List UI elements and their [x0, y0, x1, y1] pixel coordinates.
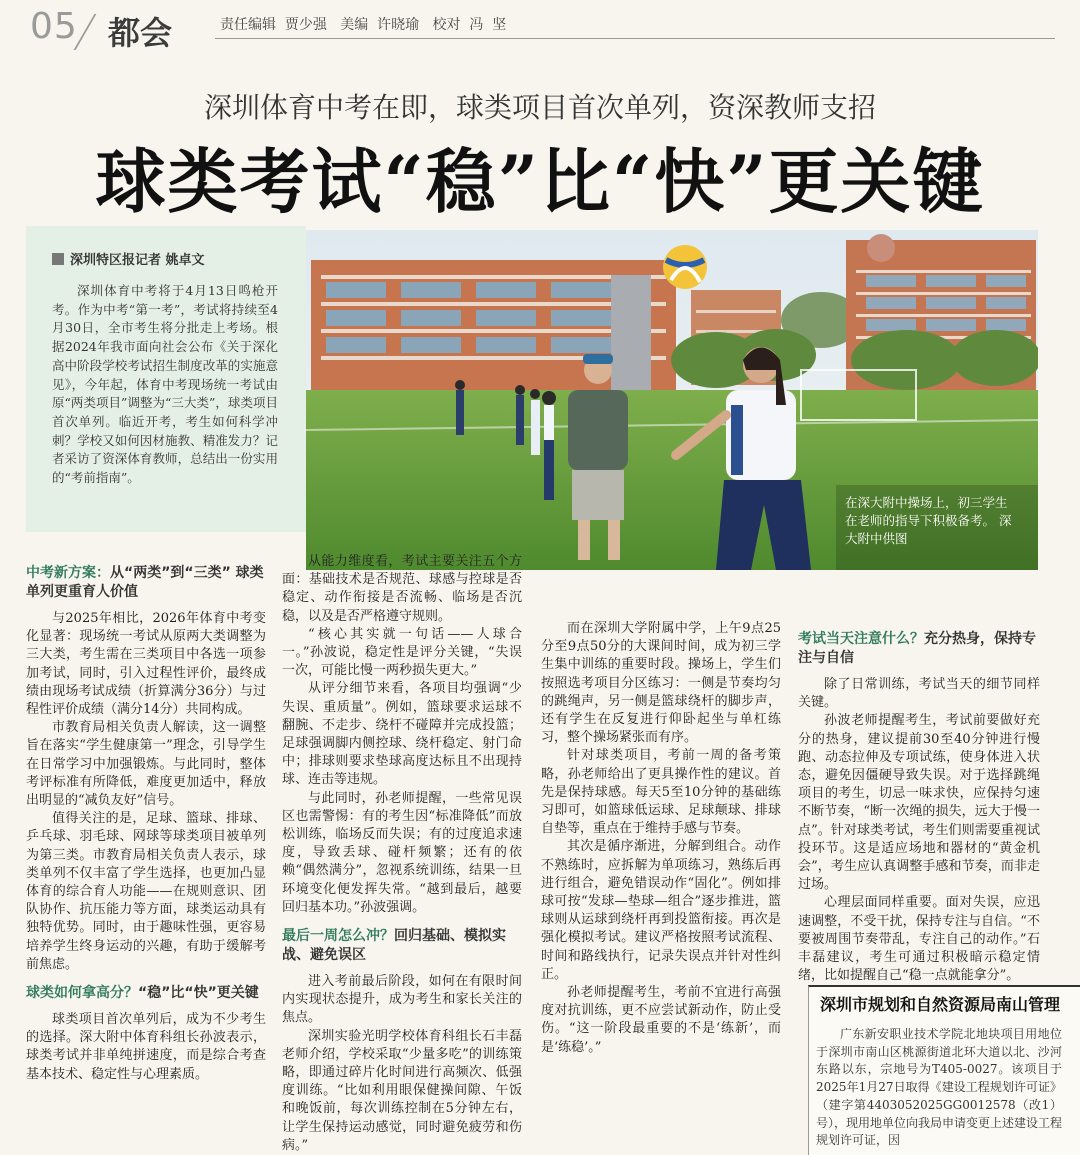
- section-heading-highlight: 最后一周怎么冲？: [282, 928, 394, 945]
- paragraph: 除了日常训练，考试当天的细节同样关键。: [798, 677, 1040, 711]
- section-heading-rest: 充分热身，保持专注与自信: [798, 631, 1036, 666]
- paragraph: 球类项目首次单列后，成为不少考生的选择。深大附中体育科组长孙波表示，球类考试并非单纯拼速度，而是综合考查基本技术、稳定性与心理素质。: [26, 1012, 266, 1082]
- paragraph: 孙老师提醒考生，考前不宜进行高强度对抗训练，更不应尝试新动作，防止受伤。“这一阶段最重要的不是‘练新’，而是‘练稳’。”: [541, 985, 781, 1055]
- section-heading-rest: “稳”比“快”更关键: [138, 985, 259, 1002]
- section-heading: [282, 927, 522, 965]
- paragraph: “核心其实就一句话——人球合一。”孙波说，稳定性是评分关键，“失误一次，可能比慢一两秒损失更大。”: [282, 626, 522, 679]
- editors-line: 责任编辑 贾少强 美编 许晓瑜 校对 冯 坚: [220, 17, 507, 33]
- column-1: [26, 560, 266, 1084]
- paragraph: 心理层面同样重要。面对失误，应迅速调整，不受干扰，保持专注与自信。“不要被周围节奏带乱，专注自己的动作。”石丰磊建议，考生可通过积极暗示稳定情绪，比如提醒自己“稳一点就能拿分”。: [798, 895, 1040, 984]
- section-heading-rest: 从“两类”到“三类” 球类单列更重育人价值: [26, 565, 264, 600]
- paragraph: 市教育局相关负责人解读，这一调整旨在落实“学生健康第一”理念，引导学生在日常学习中加强锻炼。与此同时，整体考评标准有所降低，难度更加适中，释放出明显的“减负友好”信号。: [26, 720, 266, 809]
- column-4: [798, 626, 1040, 985]
- section-heading-highlight: 考试当天注意什么？: [798, 631, 924, 647]
- section-heading: [26, 984, 266, 1003]
- section-heading-highlight: 球类如何拿高分？: [26, 985, 138, 1002]
- paragraph: 与2025年相比，2026年体育中考变化显著：现场统一考试从原两大类调整为三大类，考生需在三类项目中各选一项参加考试，同时，引入过程性评价，最终成绩由现场考试成绩（折算满分36分）与过程性评价成绩（满分14分）共同构成。: [26, 611, 266, 718]
- headline: 球类考试“稳”比“快”更关键: [95, 140, 985, 223]
- page-number: 05: [30, 6, 78, 47]
- paragraph: 从评分细节来看，各项目均强调“少失误、重质量”。例如，篮球要求运球不翻腕、不走步、绕杆不碰障并完成投篮；足球强调脚内侧控球、绕杆稳定、射门命中；排球则要求垫球高度达标且不出现持球、连击等违规。: [282, 681, 522, 788]
- paragraph: 与此同时，孙老师提醒，一些常见误区也需警惕：有的考生因“标准降低”而放松训练，临场反而失误；有的过度追求速度，导致丢球、碰杆频繁；还有的依赖“偶然满分”，忽视系统训练，结果一旦环境变化便发挥失常。“越到最后，越要回归基本功。”孙波强调。: [282, 790, 522, 915]
- header-rule: [215, 38, 1055, 39]
- section-heading-highlight: 中考新方案：: [26, 565, 110, 581]
- paragraph: 其次是循序渐进，分解到组合。动作不熟练时，应拆解为单项练习，熟练后再进行组合，避免错误动作“固化”。例如排球可按“发球—垫球—组合”逐步推进，篮球则从运球到绕杆再到投篮衔接。再次是强化模拟考试。建议严格按照考试流程、时间和路线执行，记录失误点并针对性纠正。: [541, 839, 781, 982]
- column-2: [282, 553, 522, 1155]
- byline: 深圳特区报记者 姚卓文: [70, 253, 205, 268]
- section-heading: [798, 630, 1040, 668]
- section-name: 都会: [108, 14, 173, 52]
- paragraph: 孙波老师提醒考生，考试前要做好充分的热身，建议提前30至40分钟进行慢跑、动态拉伸及专项试练，使身体进入状态，避免因僵硬导致失误。对于选择跳绳项目的考生，切忌一味求快，应保持匀速不断节奏，“断一次绳的损失，远大于慢一点”。针对球类考试，考生们则需要重视试投环节。这是适应场地和器材的“黄金机会”，考生应认真调整手感和节奏，而非走过场。: [798, 713, 1040, 893]
- section-heading: [26, 564, 266, 602]
- column-3: [541, 620, 781, 1057]
- lead-paragraph: 深圳体育中考将于4月13日鸣枪开考。作为中考“第一考”，考试将持续至4月30日，全市考生将分批走上考场。根据2024年我市面向社会公布《关于深化高中阶段学校考试招生制度改革的实施意见》，今年起，体育中考现场统一考试由原“两类项目”调整为“三大类”，球类项目首次单列。临近开考，考生如何科学冲刺？学校又如何因材施教、精准发力？记者采访了资深体育教师，总结出一份实用的“考前指南”。: [52, 283, 278, 486]
- section-heading-rest: 回归基础、模拟实战、避免误区: [282, 928, 506, 964]
- notice-title: 深圳市规划和自然资源局南山管理: [820, 995, 1061, 1014]
- paragraph: 针对球类项目，考前一周的备考策略，孙老师给出了更具操作性的建议。首先是保持球感。每天5至10分钟的基础练习即可，如篮球低运球、足球颠球、排球自垫等，重点在于维持手感与节奏。: [541, 748, 781, 837]
- paragraph: 进入考前最后阶段，如何在有限时间内实现状态提升，成为考生和家长关注的焦点。: [282, 974, 522, 1026]
- notice-text: 广东新安职业技术学院北地块项目用地位于深圳市南山区桃源街道北环大道以北、沙河东路以东，宗地号为T405-0027。该项目于2025年1月27日取得《建设工程规划许可证》（建字第4403052025GG0012578（改1）号），现用地单位向我局申请变更上述建设工程规划许可证，因: [816, 1027, 1063, 1148]
- paragraph: 而在深圳大学附属中学，上午9点25分至9点50分的大课间时间，成为初三学生集中训练的重要时段。操场上，学生们按照选考项目分区练习：一侧是节奏均匀的跳绳声，另一侧是篮球绕杆的脚步声，还有学生在反复进行仰卧起坐与单杠练习，整个操场紧张而有序。: [541, 621, 781, 746]
- paragraph: 从能力维度看，考试主要关注五个方面：基础技术是否规范、球感与控球是否稳定、动作衔接是否流畅、临场是否沉稳，以及是否严格遵守规则。: [282, 554, 522, 624]
- subheadline: 深圳体育中考在即，球类项目首次单列，资深教师支招: [203, 91, 876, 124]
- photo-caption: 在深大附中操场上，初三学生在老师的指导下积极备考。 深大附中供图: [845, 495, 1012, 546]
- paragraph: 深圳实验光明学校体育科组长石丰磊老师介绍，学校采取“少量多吃”的训练策略，即通过碎片化时间进行高频次、低强度训练。“比如利用眼保健操间隙、午饭和晚饭前，每次训练控制在5分钟左右，让学生保持运动感觉，同时避免疲劳和伤病。”: [282, 1028, 522, 1153]
- paragraph: 值得关注的是，足球、篮球、排球、乒乓球、羽毛球、网球等球类项目被单列为第三类。市教育局相关负责人表示，球类单列不仅丰富了学生选择，也更加凸显体育的综合育人功能——在规则意识、团队协作、抗压能力等方面，球类运动具有独特优势。同时，由于趣味性强，更容易培养学生终身运动的兴趣，有助于缓解考前焦虑。: [26, 811, 266, 972]
